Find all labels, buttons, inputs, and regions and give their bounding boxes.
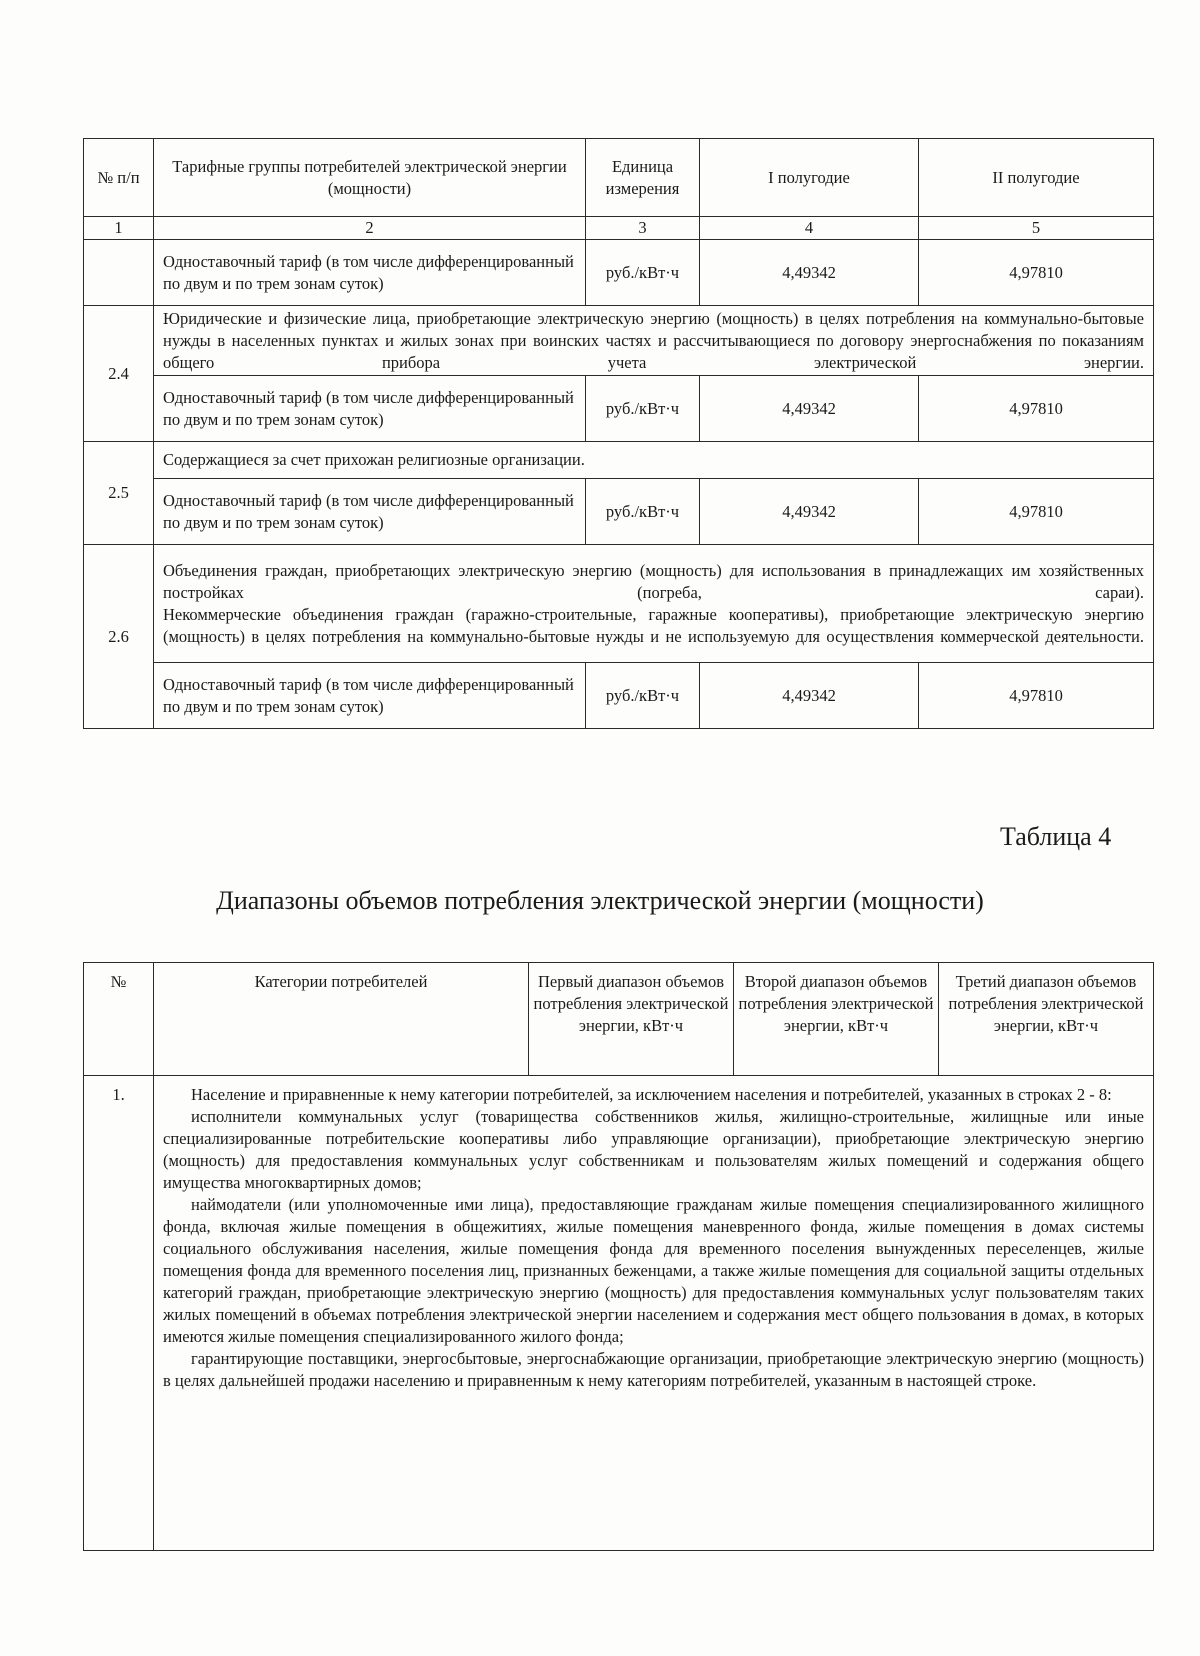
consumption-ranges-table — [83, 962, 1154, 1551]
row-number: 1. — [84, 1076, 154, 1551]
header-range-1: Первый диапазон объемов потребления электрической энергии, кВт·ч — [529, 963, 734, 1076]
tariff-value-h2: 4,97810 — [919, 479, 1154, 545]
column-number: 5 — [919, 217, 1154, 240]
section-number: 2.4 — [84, 306, 154, 442]
header-first-half: I полугодие — [700, 139, 919, 217]
row-num-empty — [84, 240, 154, 306]
tariff-label: Одноставочный тариф (в том числе дифференцированный по двум и по трем зонам суток) — [154, 479, 586, 545]
tariff-value-h2: 4,97810 — [919, 240, 1154, 306]
header-num: № п/п — [84, 139, 154, 217]
tariff-label: Одноставочный тариф (в том числе дифференцированный по двум и по трем зонам суток) — [154, 376, 586, 442]
section-number: 2.6 — [84, 545, 154, 729]
tariff-value-h1: 4,49342 — [700, 240, 919, 306]
tariff-unit: руб./кВт·ч — [586, 240, 700, 306]
section-number: 2.5 — [84, 442, 154, 545]
ranges-row — [84, 1076, 1154, 1551]
column-number: 3 — [586, 217, 700, 240]
category-paragraph: наймодатели (или уполномоченные ими лица), предоставляющие гражданам жилые помещения специализированного жилищного фонда, включая жилые помещения в общежитиях, жилые помещения маневренного фонда, жилые помещения в домах системы социального обслуживания населения, жилые помещения фонда для временного поселения вынужденных переселенцев, жилые помещения фонда для временного поселения лиц, признанных беженцами, а также жилые помещения для социальной защиты отдельных категорий граждан, приобретающие электрическую энергию (мощность) для предоставления коммунальных услуг пользователям таких жилых помещений в объемах потребления электрической энергии населением и содержания мест общего пользования в домах, в которых имеются жилые помещения специализированного жилого фонда; — [163, 1195, 1144, 1346]
tariff-label: Одноставочный тариф (в том числе дифференцированный по двум и по трем зонам суток) — [154, 240, 586, 306]
category-description — [154, 1076, 1154, 1551]
header-range-2: Второй диапазон объемов потребления электрической энергии, кВт·ч — [734, 963, 939, 1076]
header-second-half: II полугодие — [919, 139, 1154, 217]
category-paragraph: Население и приравненные к нему категории потребителей, за исключением населения и потребителей, указанных в строках 2 - 8: — [191, 1085, 1112, 1104]
header-tariff-group: Тарифные группы потребителей электрической энергии (мощности) — [154, 139, 586, 217]
header-category: Категории потребителей — [154, 963, 529, 1076]
tariff-row — [84, 376, 1154, 442]
tariff-value-h1: 4,49342 — [700, 479, 919, 545]
section-row-2-5 — [84, 442, 1154, 479]
table-title: Диапазоны объемов потребления электрической энергии (мощности) — [216, 886, 984, 915]
tariff-label: Одноставочный тариф (в том числе дифференцированный по двум и по трем зонам суток) — [154, 663, 586, 729]
tariff-table-header-row — [84, 139, 1154, 217]
column-number: 4 — [700, 217, 919, 240]
section-row-2-6 — [84, 545, 1154, 663]
category-paragraph: исполнители коммунальных услуг (товарищества собственников жилья, жилищно-строительные, жилищные или иные специализированные потребительские кооперативы либо управляющие организации), приобретающие электрическую энергию (мощность) для предоставления коммунальных услуг собственникам и пользователям жилых помещений и содержания общего имущества многоквартирных домов; — [163, 1107, 1144, 1192]
column-number-row — [84, 217, 1154, 240]
tariff-unit: руб./кВт·ч — [586, 663, 700, 729]
column-number: 2 — [154, 217, 586, 240]
section-description-part: Некоммерческие объединения граждан (гаражно-строительные, гаражные кооперативы), приобретающие электрическую энергию (мощность) в целях потребления на коммунально-бытовые нужды и не используемую для осуществления коммерческой деятельности. — [163, 604, 1144, 646]
tariff-table — [83, 138, 1154, 729]
tariff-row — [84, 479, 1154, 545]
section-description: Юридические и физические лица, приобретающие электрическую энергию (мощность) в целях потребления на коммунально-бытовые нужды в населенных пунктах и жилых зонах при воинских частях и рассчитывающиеся по договору энергоснабжения по показаниям общего прибора учета электрической энергии. — [154, 306, 1154, 376]
category-paragraph: гарантирующие поставщики, энергосбытовые, энергоснабжающие организации, приобретающие электрическую энергию (мощность) в целях дальнейшей продажи населению и приравненным к нему категориям потребителей, указанным в настоящей строке. — [163, 1349, 1144, 1390]
tariff-value-h2: 4,97810 — [919, 376, 1154, 442]
ranges-header-row — [84, 963, 1154, 1076]
tariff-row — [84, 663, 1154, 729]
tariff-value-h2: 4,97810 — [919, 663, 1154, 729]
column-number: 1 — [84, 217, 154, 240]
tariff-unit: руб./кВт·ч — [586, 376, 700, 442]
section-description: Содержащиеся за счет прихожан религиозные организации. — [154, 442, 1154, 479]
section-description — [154, 545, 1154, 663]
header-unit: Единица измерения — [586, 139, 700, 217]
header-range-3: Третий диапазон объемов потребления электрической энергии, кВт·ч — [939, 963, 1154, 1076]
header-num: № — [84, 963, 154, 1076]
section-row-2-4 — [84, 306, 1154, 376]
tariff-row — [84, 240, 1154, 306]
tariff-value-h1: 4,49342 — [700, 376, 919, 442]
table-caption: Таблица 4 — [1000, 822, 1112, 851]
section-description-part: Объединения граждан, приобретающих электрическую энергию (мощность) для использования в принадлежащих им хозяйственных постройках (погреба, сараи). — [163, 560, 1144, 602]
tariff-value-h1: 4,49342 — [700, 663, 919, 729]
tariff-unit: руб./кВт·ч — [586, 479, 700, 545]
